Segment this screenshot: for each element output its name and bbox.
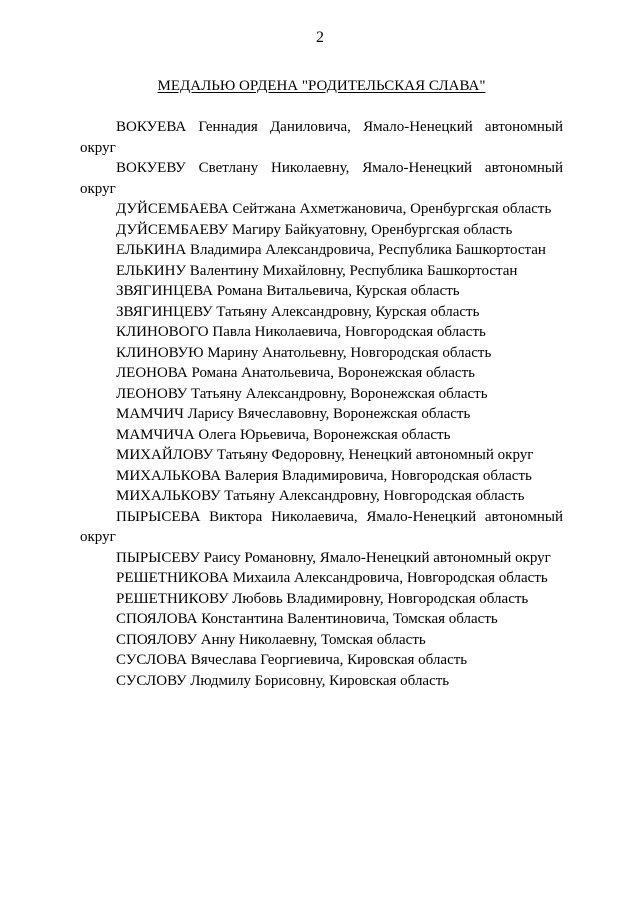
recipient-entry: РЕШЕТНИКОВУ Любовь Владимировну, Новгородская область [116,590,529,607]
recipient-entry: КЛИНОВУЮ Марину Анатольевну, Новгородская область [116,344,492,361]
recipient-entry: ВОКУЕВУ Светлану Николаевну, Ямало-Ненецкий автономный округ [80,160,563,197]
recipient-entry: МИХАЛЬКОВА Валерия Владимировича, Новгородская область [116,467,532,484]
recipient-entry: ЛЕОНОВУ Татьяну Александровну, Воронежская область [116,385,488,402]
recipient-entry: СУСЛОВА Вячеслава Георгиевича, Кировская область [116,652,468,668]
recipient-entry: ЗВЯГИНЦЕВА Романа Витальевича, Курская область [116,283,460,299]
recipient-entry: МИХАЙЛОВУ Татьяну Федоровну, Ненецкий автономный округ [116,447,534,463]
recipient-entry: ЕЛЬКИНУ Валентину Михайловну, Республика Башкортостан [116,262,518,279]
recipient-entry: СПОЯЛОВА Константина Валентиновича, Томская область [116,611,498,627]
recipient-entry: РЕШЕТНИКОВА Михаила Александровича, Новгородская область [116,570,548,586]
recipient-entry: СУСЛОВУ Людмилу Борисовну, Кировская область [116,672,450,689]
recipient-entry: ЛЕОНОВА Романа Анатольевича, Воронежская область [116,365,475,381]
recipient-entry: МАМЧИЧА Олега Юрьевича, Воронежская область [116,426,451,443]
recipient-entry: ДУЙСЕМБАЕВУ Магиру Байкуатовну, Оренбургская область [116,221,513,238]
recipient-entry: ВОКУЕВА Геннадия Даниловича, Ямало-Ненецкий автономный округ [80,119,563,156]
recipient-entry: МАМЧИЧ Ларису Вячеславовну, Воронежская область [116,406,471,422]
award-heading: МЕДАЛЬЮ ОРДЕНА "РОДИТЕЛЬСКАЯ СЛАВА" [157,78,486,94]
recipient-entry: ПЫРЫСЕВА Виктора Николаевича, Ямало-Ненецкий автономный округ [80,508,563,545]
recipient-entry: КЛИНОВОГО Павла Николаевича, Новгородская область [116,324,486,340]
recipient-entry: ЕЛЬКИНА Владимира Александровича, Республика Башкортостан [116,242,546,258]
recipient-entry: ЗВЯГИНЦЕВУ Татьяну Александровну, Курская область [116,303,480,320]
page-number: 2 [316,29,324,46]
recipient-entry: СПОЯЛОВУ Анну Николаевну, Томская область [116,631,426,648]
recipient-entry: ПЫРЫСЕВУ Раису Романовну, Ямало-Ненецкий автономный округ [116,549,551,566]
recipient-entry: ДУЙСЕМБАЕВА Сейтжана Ахметжановича, Оренбургская область [116,201,552,217]
recipient-entry: МИХАЛЬКОВУ Татьяну Александровну, Новгородская область [116,488,525,504]
recipient-list [80,117,563,691]
